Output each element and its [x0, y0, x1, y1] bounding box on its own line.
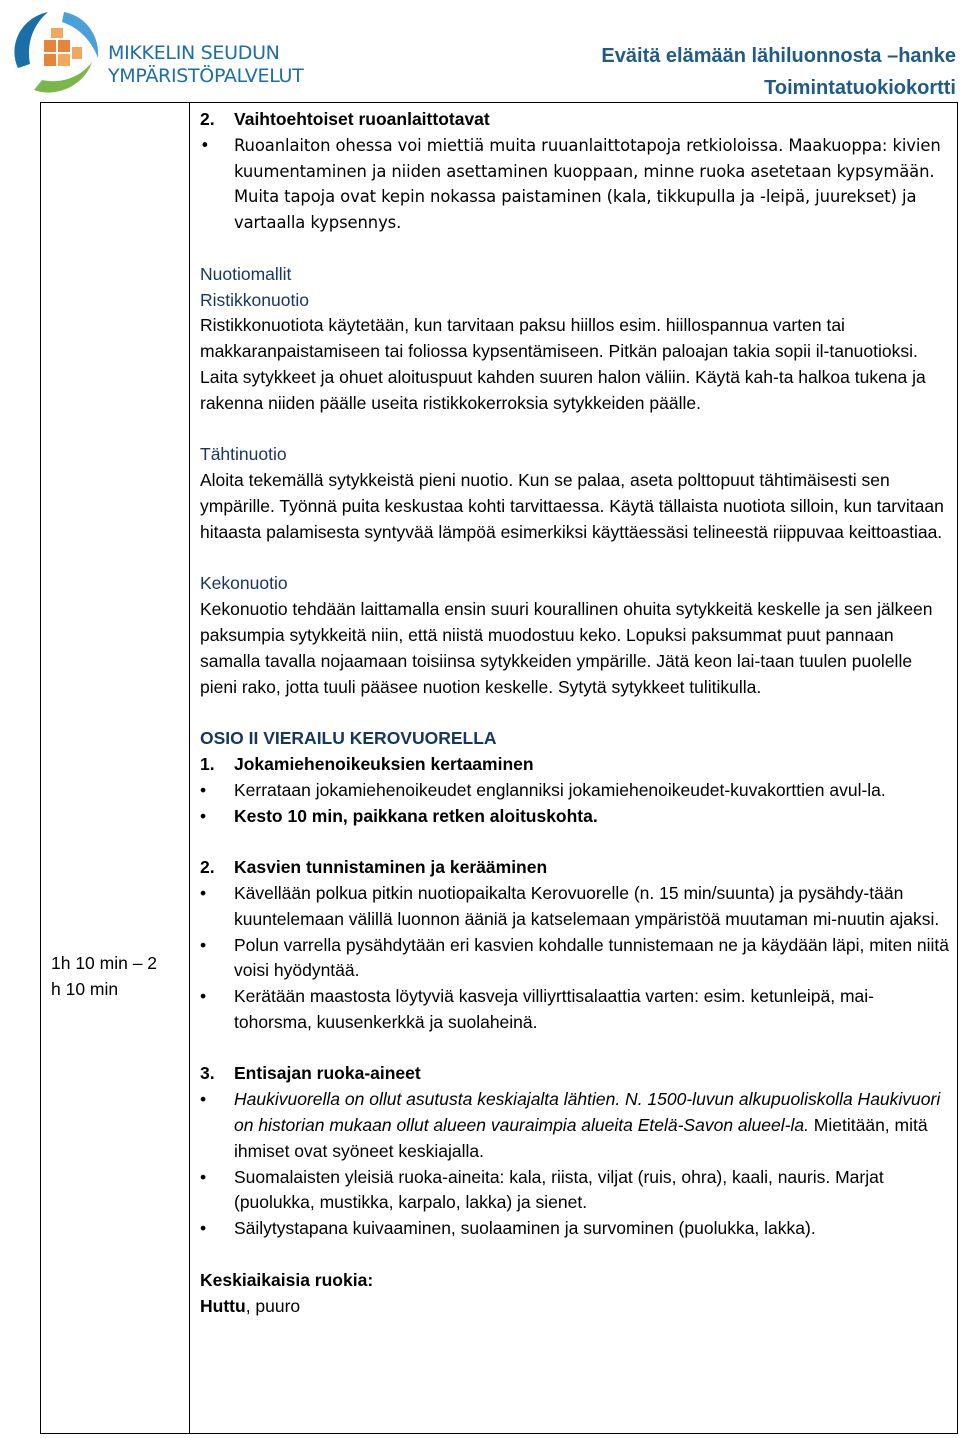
section-heading [200, 107, 949, 133]
section-title: Entisajan ruoka-aineet [234, 1063, 421, 1084]
list-item-text: Ruoanlaiton ohessa voi miettiä muita ruuanlaittotapoja retkioloissa. Maakuoppa: kivien kuumentaminen ja niiden asettaminen kuoppaan, minne ruoka asetetaan kypsymään. Muita tapoja ovat kepin nokassa paistaminen (kala, tikkupulla ja -leipä, juurekset) ja vartaalla kypsennys. [234, 135, 941, 233]
bullet-icon: • [200, 805, 207, 826]
list-item [200, 881, 949, 933]
bullet-icon: • [200, 882, 207, 903]
list-item-text: Säilytystapana kuivaaminen, suolaaminen ja survominen (puolukka, lakka). [234, 1218, 816, 1239]
section-heading [200, 855, 949, 881]
bullet-icon: • [200, 1166, 207, 1187]
list-item-text: Polun varrella pysähdytään eri kasvien kohdalle tunnistemaan ne ja käydään läpi, miten niitä voisi hyödyntää. [234, 934, 950, 981]
column-divider [189, 103, 190, 1433]
list-item [200, 984, 949, 1036]
section-number: 3. [200, 1063, 215, 1084]
list-item-text: Kerätään maastosta löytyviä kasveja villiyrttisalaattia varten: esim. ketunleipä, mai-tohorsma, kuusenkerkkä ja suolaheinä. [234, 986, 874, 1032]
bullet-icon: • [200, 779, 207, 800]
document-type: Toimintatuokiokortti [764, 77, 956, 99]
section-number: 2. [200, 857, 215, 878]
list-item-text: Suomalaisten yleisiä ruoka-aineita: kala, riista, viljat (ruis, ohra), kaali, nauris. Marjat (puolukka, mustikka, karpalo, lakka) ja sienet. [234, 1166, 884, 1213]
list-item-text: Mietitään, mitä ihmiset ovat syöneet keskiajalla. [234, 1115, 928, 1161]
section-title: Kasvien tunnistaminen ja kerääminen [234, 857, 548, 878]
list-item [200, 933, 949, 985]
duration-cell [51, 950, 181, 1002]
subheading-kekonuotio: Kekonuotio [200, 573, 288, 594]
paragraph-tahtinuotio: Aloita tekemällä sytykkeistä pieni nuotio. Kun se palaa, aseta polttopuut tähtimäisesti sen ympärille. Työnnä puita keskustaa kohti tarvittaessa. Käytä tällaista nuotiota silloin, kun tarvitaan hitaasta palamisesta syntyvää lämpöä esimerkiksi käyttäessäsi telineestä riippuvaa keittoastiaa. [200, 470, 944, 542]
list-item [200, 1216, 949, 1242]
section-number: 2. [200, 109, 215, 129]
subheading-ristikkonuotio: Ristikkonuotio [200, 289, 309, 310]
section-heading [200, 752, 949, 778]
logo-emblem-icon [4, 6, 108, 102]
part-title: OSIO II VIERAILU KEROVUORELLA [200, 728, 497, 749]
list-item-italic-text: Haukivuorella on ollut asutusta keskiajalta lähtien. N. 1500-luvun alkupuoliskolla Haukivuori on historian mukaan ollut alueen vauraimpia alueita Etelä-Savon alueel-la. [234, 1089, 941, 1136]
activity-table [40, 102, 958, 1434]
section-title: Vaihtoehtoiset ruoanlaittotavat [234, 109, 490, 129]
list-item-text: Kesto 10 min, paikkana retken aloituskohta. [234, 805, 598, 826]
logo [4, 6, 304, 102]
medieval-food-first: Huttu [200, 1295, 246, 1316]
logo-text [108, 42, 303, 88]
document-header [601, 40, 956, 104]
list-item [200, 1165, 949, 1217]
bullet-icon: • [200, 934, 207, 955]
medieval-foods-list [200, 1294, 949, 1320]
list-item [200, 1087, 949, 1164]
section-heading [200, 1061, 949, 1087]
list-item-text: Kävellään polkua pitkin nuotiopaikalta Kerovuorelle (n. 15 min/suunta) ja pysähdy-tään kuuntelemaan välillä luonnon ääniä ja katselemaan ympäristöä muutaman mi-nuutin ajaksi. [234, 882, 940, 929]
list-item-text: Kerrataan jokamiehenoikeudet englanniksi jokamiehenoikeudet-kuvakorttien avul-la. [234, 779, 886, 800]
paragraph-kekonuotio: Kekonuotio tehdään laittamalla ensin suuri kourallinen ohuita sytykkeitä keskelle ja sen jälkeen paksumpia sytykkeitä niin, että niistä muodostuu keko. Lopuksi paksummat puut pannaan samalla tavalla nojaamaan toisiinsa sytykkeiden ympärille. Jätä keon lai-taan tuulen puolelle pieni rako, jotta tuuli pääsee nuotion keskelle. Sytytä sytykkeet tulitikulla. [200, 599, 933, 697]
bullet-icon: • [200, 986, 207, 1007]
section-title: Jokamiehenoikeuksien kertaaminen [234, 753, 534, 774]
medieval-food-rest: , puuro [245, 1295, 301, 1316]
subheading-nuotiomallit: Nuotiomallit [200, 263, 292, 284]
list-item [200, 804, 949, 830]
list-item [200, 133, 949, 236]
project-name: Eväitä elämään lähiluonnosta –hanke [601, 45, 956, 67]
bullet-icon: • [200, 1089, 207, 1110]
duration-line-1: 1h 10 min – 2 [51, 953, 158, 973]
list-item [200, 778, 949, 804]
bullet-icon: • [200, 1218, 207, 1239]
medieval-foods-heading: Keskiaikaisia ruokia: [200, 1269, 374, 1290]
activity-content [200, 107, 949, 1319]
logo-line-2: YMPÄRISTÖPALVELUT [108, 65, 304, 87]
logo-line-1: MIKKELIN SEUDUN [108, 42, 280, 64]
duration-line-2: h 10 min [51, 979, 119, 999]
bullet-icon: • [200, 135, 210, 155]
section-number: 1. [200, 753, 215, 774]
subheading-tahtinuotio: Tähtinuotio [200, 444, 287, 465]
paragraph-ristikkonuotio: Ristikkonuotiota käytetään, kun tarvitaan paksu hiillos esim. hiillospannua varten tai makkaranpaistamiseen tai foliossa kypsentämiseen. Pitkän paloajan takia sopii il-tanuotioksi. Laita sytykkeet ja ohuet aloituspuut kahden suuren halon väliin. Käytä kah-ta halkoa tukena ja rakenna niiden päälle useita ristikkokerroksia sytykkeiden päälle. [200, 315, 926, 413]
